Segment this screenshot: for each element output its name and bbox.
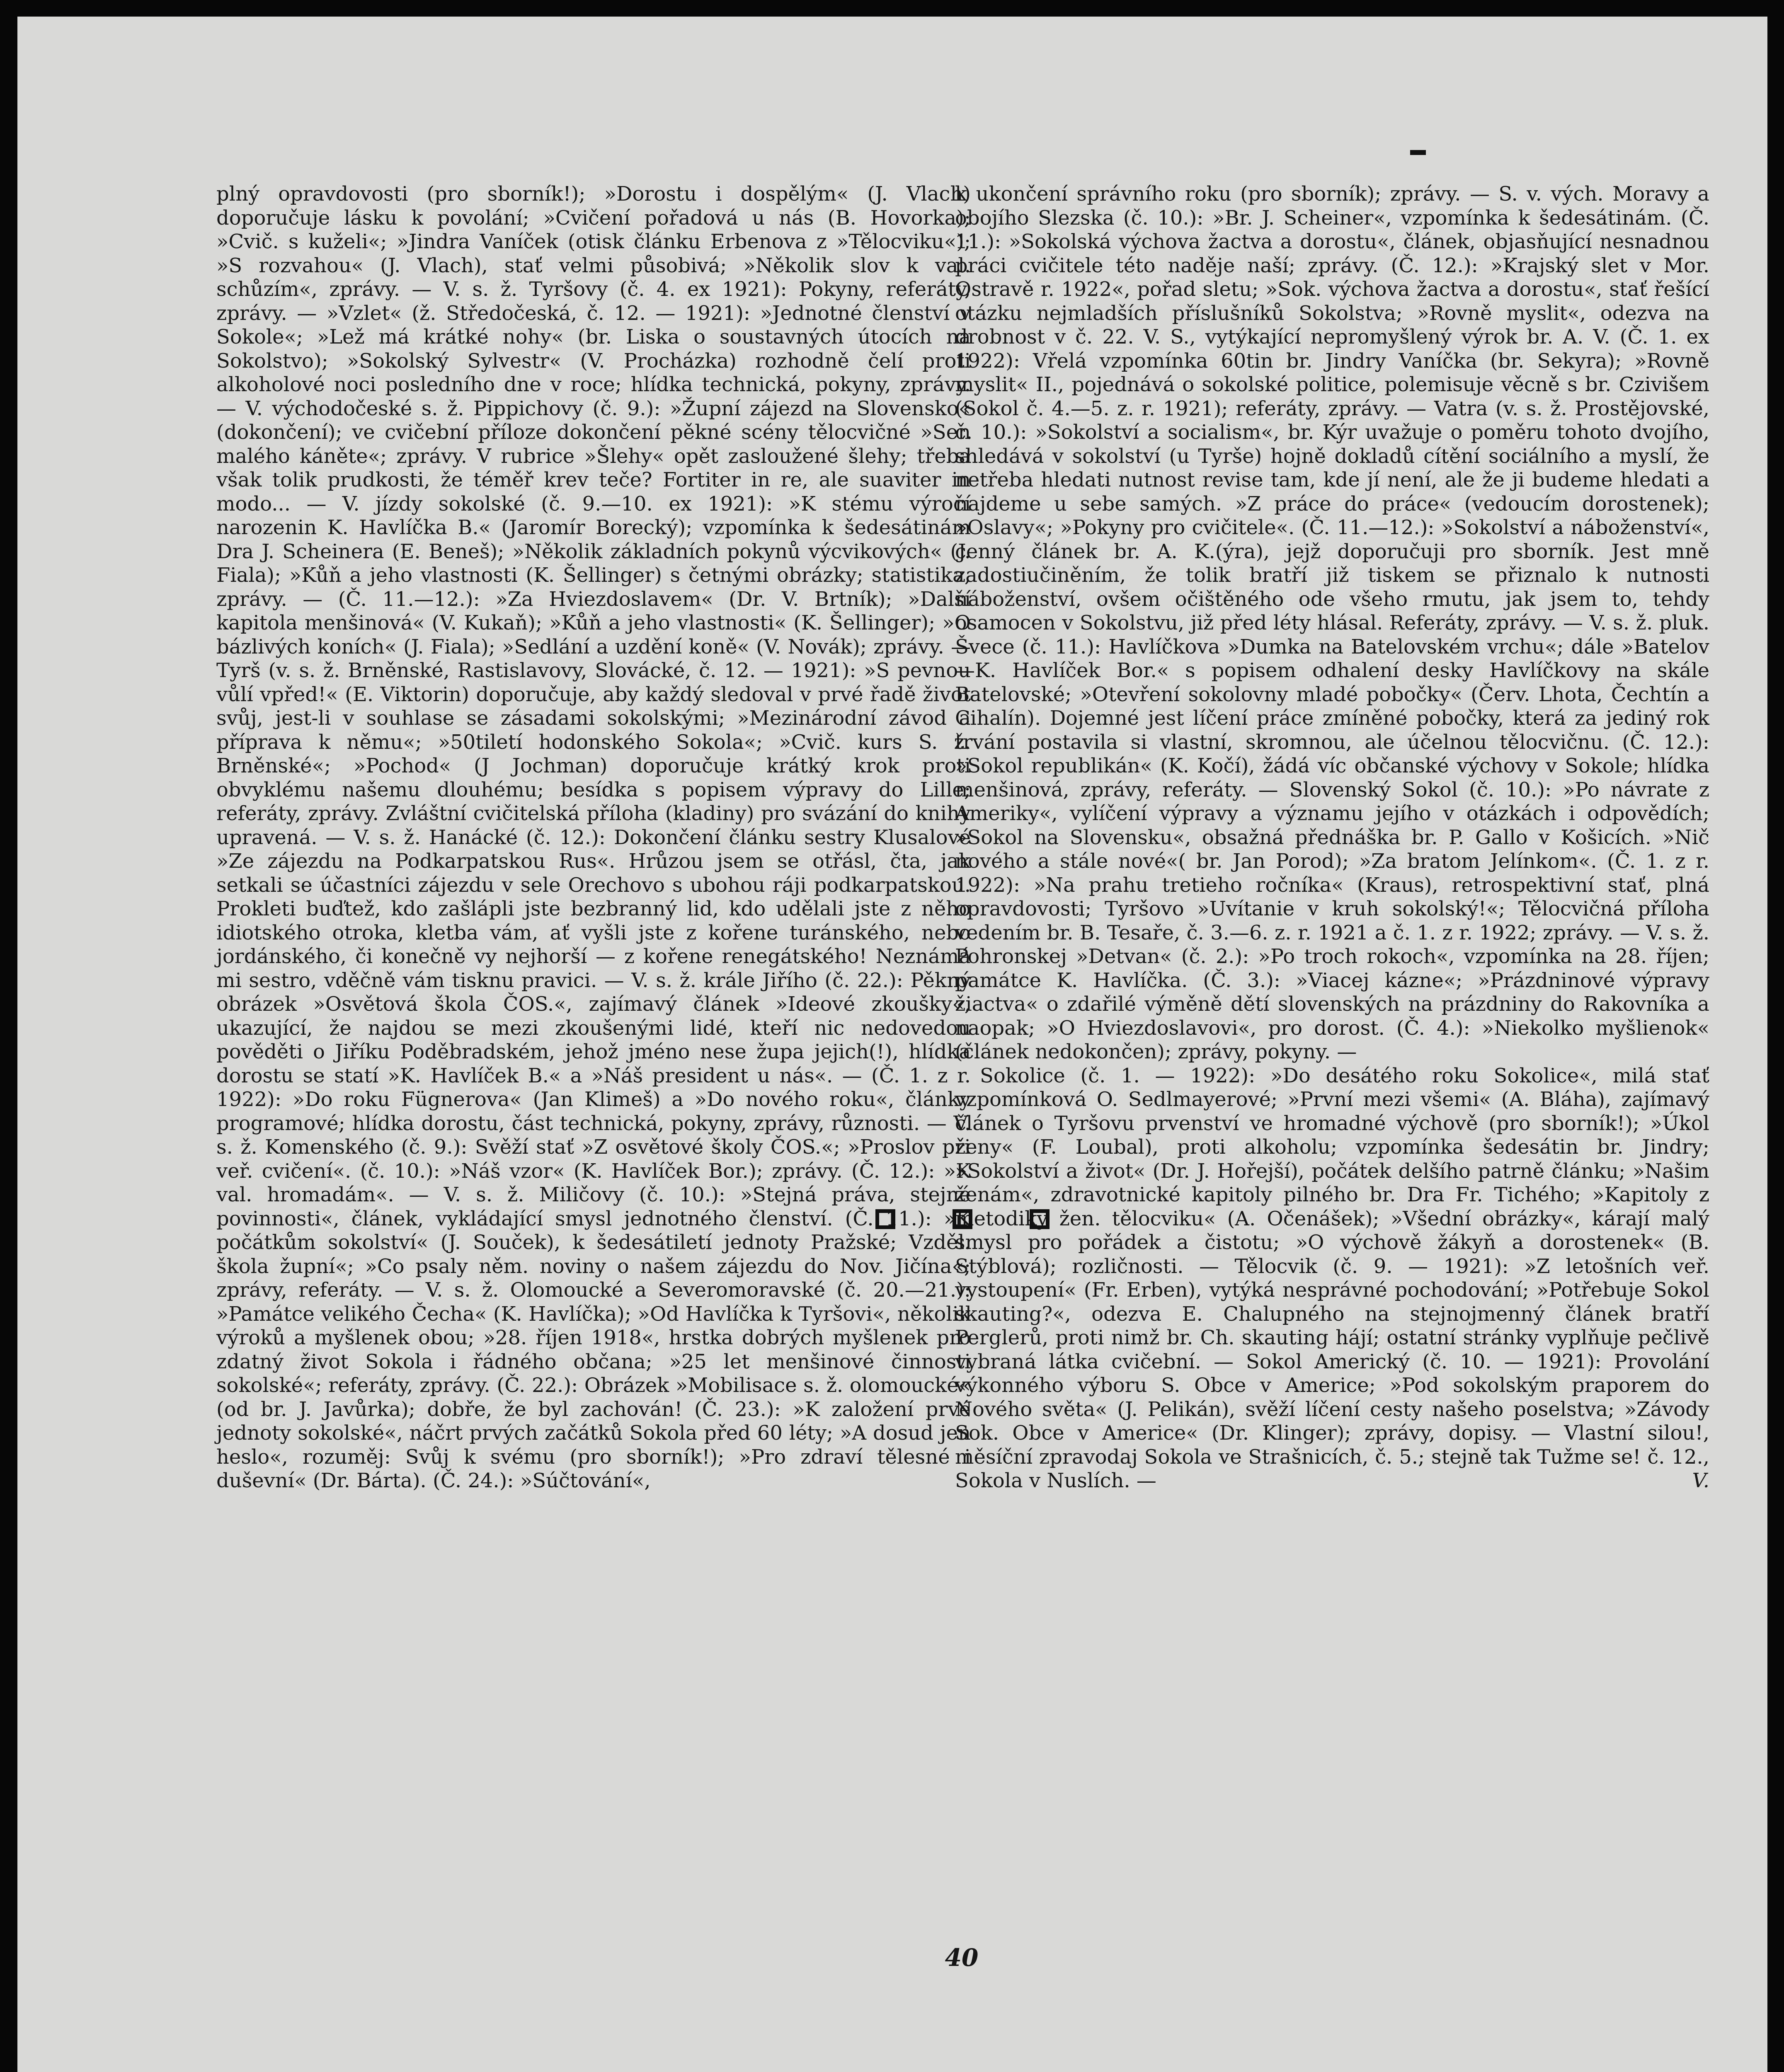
left-column-paragraph: plný opravdovosti (pro sborník!); »Dorostu i dospělým« (J. Vlach) doporučuje lásku k povolání; »Cvičení pořadová u nás (B. Hovorka); »Cvič. s kuželi«; »Jindra Vaníček (otisk článku Erbenova z »Tělocviku«); »S rozvahou« (J. Vlach), stať velmi působivá; »Několik slov k val. schůzím«, zprávy. — V. s. ž. Tyršovy (č. 4. ex 1921): Pokyny, referáty, zprávy. — »Vzlet« (ž. Středočeská, č. 12. — 1921): »Jednotné členství v Sokole«; »Lež má krátké nohy« (br. Liska o soustavných útocích na Sokolstvo); »Sokolský Sylvestr« (V. Procházka) rozhodně čelí proti alkoholové noci posledního dne v roce; hlídka technická, pokyny, zprávy. — V. východočeské s. ž. Pippichovy (č. 9.): »Župní zájezd na Slovensko« (dokončení); ve cvičební příloze dokončení pěkné scény tělocvičné »Sen malého káněte«; zprávy. V rubrice »Šlehy« opět zasloužené šlehy; třeba však tolik prudkosti, že téměř krev teče? Fortiter in re, ale suaviter in modo... — V. jízdy sokolské (č. 9.—10. ex 1921): »K stému výročí narozenin K. Havlíčka B.« (Jaromír Borecký); vzpomínka k šedesátinám Dra J. Scheinera (E. Beneš); »Několik základních pokynů výcvikových« (J. Fiala); »Kůň a jeho vlastnosti (K. Šellinger) s četnými obrázky; statistika, zprávy. — (Č. 11.—12.): »Za Hviezdoslavem« (Dr. V. Brtník); »Další kapitola menšinová« (V. Kukaň); »Kůň a jeho vlastnosti« (K. Šellinger); »O bázlivých koních« (J. Fiala); »Sedlání a uzdění koně« (V. Novák); zprávy. — Tyrš (v. s. ž. Brněnské, Rastislavovy, Slovácké, č. 12. — 1921): »S pevnou vůlí vpřed!« (E. Viktorin) doporučuje, aby každý sledoval v prvé řadě život svůj, jest-li v souhlase se zásadami sokolskými; »Mezinárodní závod a příprava k němu«; »50tiletí hodonského Sokola«; »Cvič. kurs S. ž. Brněnské«; »Pochod« (J Jochman) doporučuje krátký krok proti obvyklému našemu dlouhému; besídka s popisem výpravy do Lille; referáty, zprávy. Zvláštní cvičitelská příloha (kladiny) pro svázání do knihy upravená. — V. s. ž. Hanácké (č. 12.): Dokončení článku sestry Klusalové »Ze zájezdu na Podkarpatskou Rus«. Hrůzou jsem se otřásl, čta, jak setkali se účastníci zájezdu v sele Orechovo s ubohou ráji podkarpatskou. Prokleti buďtež, kdo zašlápli jste bezbranný lid, kdo udělali jste z něho idiotského otroka, kletba vám, ať vyšli jste z kořene turánského, nebo jordánského, či konečně vy nejhorší — z kořene renegátského! Neznámá mi sestro, vděčně vám tisknu pravici. — V. s. ž. krále Jiřího (č. 22.): Pěkný obrázek »Osvětová škola ČOS.«, zajímavý článek »Ideové zkoušky«, ukazující, že najdou se mezi zkoušenými lidé, kteří nic nedovedou pověděti o Jiříku Poděbradském, jehož jméno nese župa jejich(!), hlídka dorostu se statí »K. Havlíček B.« a »Náš president u nás«. — (Č. 1. z r. 1922): »Do roku Fügnerova« (Jan Klimeš) a »Do nového roku«, články programové; hlídka dorostu, část technická, pokyny, zprávy, různosti. — V. s. ž. Komenského (č. 9.): Svěží stať »Z osvětové školy ČOS.«; »Proslov při veř. cvičení«. (č. 10.): »Náš vzor« (K. Havlíček Bor.); zprávy. (Č. 12.): »K val. hromadám«. — V. s. ž. Miličovy (č. 10.): »Stejná práva, stejné povinnosti«, článek, vykládající smysl jednotného členství. (Č. 11.): »K počátkům sokolství« (J. Souček), k šedesátiletí jednoty Pražské; Vzděl. škola župní«; »Co psaly něm. noviny o našem zájezdu do Nov. Jičína«; zprávy, referáty. — V. s. ž. Olomoucké a Severomoravské (č. 20.—21.): »Památce velikého Čecha« (K. Havlíčka); »Od Havlíčka k Tyršovi«, několik výroků a myšlenek obou; »28. říjen 1918«, hrstka dobrých myšlenek pro zdatný život Sokola i řádného občana; »25 let menšinové činnosti sokolské«; referáty, zprávy. (Č. 22.): Obrázek »Mobilisace s. ž. olomoucké« (od br. J. Javůrka); dobře, že byl zachován! (Č. 23.): »K založení prvé jednoty sokolské«, náčrt prvých začátků Sokola před 60 léty; »A dosud jen heslo«, rozuměj: Svůj k svému (pro sborník!); »Pro zdraví tělesné i duševní« (Dr. Bárta). (Č. 24.): »Súčtování«,	[216, 182, 971, 1492]
square-icon	[1030, 1209, 1050, 1229]
page-number: 40	[945, 1944, 979, 1972]
right-column-text: Sokolice (č. 1. — 1922): »Do desátého roku Sokolice«, milá stať vzpomínková O. Sedlmayerové; »První mezi všemi« (A. Bláha), zajímavý článek o Tyršovu prvenství ve hromadné výchově (pro sborník!); »Úkol ženy« (F. Loubal), proti alkoholu; vzpomínka šedesátin br. Jindry; »Sokolství a život« (Dr. J. Hořejší), počátek delšího patrně článku; »Našim ženám«, zdravotnické kapitoly pilného br. Dra Fr. Tichého; »Kapitoly z metodiky žen. tělocviku« (A. Očenášek); »Všední obrázky«, kárají malý smysl pro pořádek a čistotu; »O výchově žákyň a dorostenek« (B. Stýblová); rozličnosti. — Tělocvik (č. 9. — 1921): »Z letošních veř. vystoupení« (Fr. Erben), vytýká nesprávné pochodování; »Potřebuje Sokol skauting?«, odezva E. Chalupného na stejnojmenný článek bratří Perglerů, proti nimž br. Ch. skauting hájí; ostatní stránky vyplňuje pečlivě vybraná látka cvičební. — Sokol Americký (č. 10. — 1921): Provolání výkonného výboru S. Obce v Americe; »Pod sokolským praporem do Nového světa« (J. Pelikán), svěží líčení cesty našeho poselstva; »Závody Sok. Obce v Americe« (Dr. Klinger); zprávy, dopisy. — Vlastní silou!, měsíční zpravodaj Sokola ve Strašnicích, č. 5.; stejně tak Tužme se! č. 12., Sokola v Nuslích. —	[955, 1064, 1709, 1492]
square-icon	[953, 1209, 972, 1229]
section-divider-ornament	[875, 1209, 1050, 1238]
document-page	[17, 17, 1767, 2072]
page-mark	[1410, 150, 1426, 155]
right-column	[955, 182, 1709, 1493]
left-column	[216, 182, 971, 1493]
right-column-paragraph: k ukončení správního roku (pro sborník); zprávy. — S. v. vých. Moravy a obojího Slezska (č. 10.): »Br. J. Scheiner«, vzpomínka k šedesátinám. (Č. 11.): »Sokolská výchova žactva a dorostu«, článek, objasňující nesnadnou práci cvičitele této naděje naší; zprávy. (Č. 12.): »Krajský slet v Mor. Ostravě r. 1922«, pořad sletu; »Sok. výchova žactva a dorostu«, stať řešící otázku nejmladších příslušníků Sokolstva; »Rovně myslit«, odezva na drobnost v č. 22. V. S., vytýkající nepromyšlený výrok br. A. V. (Č. 1. ex 1922): Vřelá vzpomínka 60tin br. Jindry Vaníčka (br. Sekyra); »Rovně myslit« II., pojednává o sokolské politice, polemisuje věcně s br. Czivišem (Sokol č. 4.—5. z. r. 1921); referáty, zprávy. — Vatra (v. s. ž. Prostějovské, č. 10.): »Sokolství a socialism«, br. Kýr uvažuje o poměru tohoto dvojího, shledává v sokolství (u Tyrše) hojně dokladů cítění sociálního a myslí, že netřeba hledati nutnost revise tam, kde jí není, ale že ji budeme hledati a najdeme u sebe samých. »Z práce do práce« (vedoucím dorostenek); »Oslavy«; »Pokyny pro cvičitele«. (Č. 11.—12.): »Sokolství a náboženství«, cenný článek br. A. K.(ýra), jejž doporučuji pro sborník. Jest mně zadostiučiněním, že tolik bratří již tiskem se přiznalo k nutnosti náboženství, ovšem očištěného ode všeho rmutu, jak jsem to, tehdy osamocen v Sokolstvu, již před léty hlásal. Referáty, zprávy. — V. s. ž. pluk. Švece (č. 11.): Havlíčkova »Dumka na Batelovském vrchu«; dále »Batelov—K. Havlíček Bor.« s popisem odhalení desky Havlíčkovy na skále Batelovské; »Otevření sokolovny mladé pobočky« (Červ. Lhota, Čechtín a Cihalín). Dojemné jest líčení práce zmíněné pobočky, která za jediný rok trvání postavila si vlastní, skromnou, ale účelnou tělocvičnu. (Č. 12.): »Sokol republikán« (K. Kočí), žádá víc občanské výchovy v Sokole; hlídka menšinová, zprávy, referáty. — Slovenský Sokol (č. 10.): »Po návrate z Ameriky«, vylíčení výpravy a významu jejího v otázkách i odpovědích; »Sokol na Slovensku«, obsažná přednáška br. P. Gallo v Košicích. »Nič nového a stále nové«( br. Jan Porod); »Za bratom Jelínkom«. (Č. 1. z r. 1922): »Na prahu tretieho ročníka« (Kraus), retrospektivní stať, plná opravdovosti; Tyršovo »Uvítanie v kruh sokolský!«; Tělocvičná příloha vedením br. B. Tesaře, č. 3.—6. z. r. 1921 a č. 1. z r. 1922; zprávy. — V. s. ž. Pohronskej »Detvan« (č. 2.): »Po troch rokoch«, vzpomínka na 28. říjen; památce K. Havlíčka. (Č. 3.): »Viacej kázne«; »Prázdninové výpravy žiactva« o zdařilé výměně dětí slovenských na prázdniny do Rakovníka a naopak; »O Hviezdoslavovi«, pro dorost. (Č. 4.): »Niekolko myšlienok« (článek nedokončen); zprávy, pokyny. —	[955, 182, 1709, 1063]
square-icon	[875, 1209, 895, 1229]
author-signature: V.	[1692, 1469, 1709, 1492]
right-column-paragraph	[955, 1064, 1709, 1493]
